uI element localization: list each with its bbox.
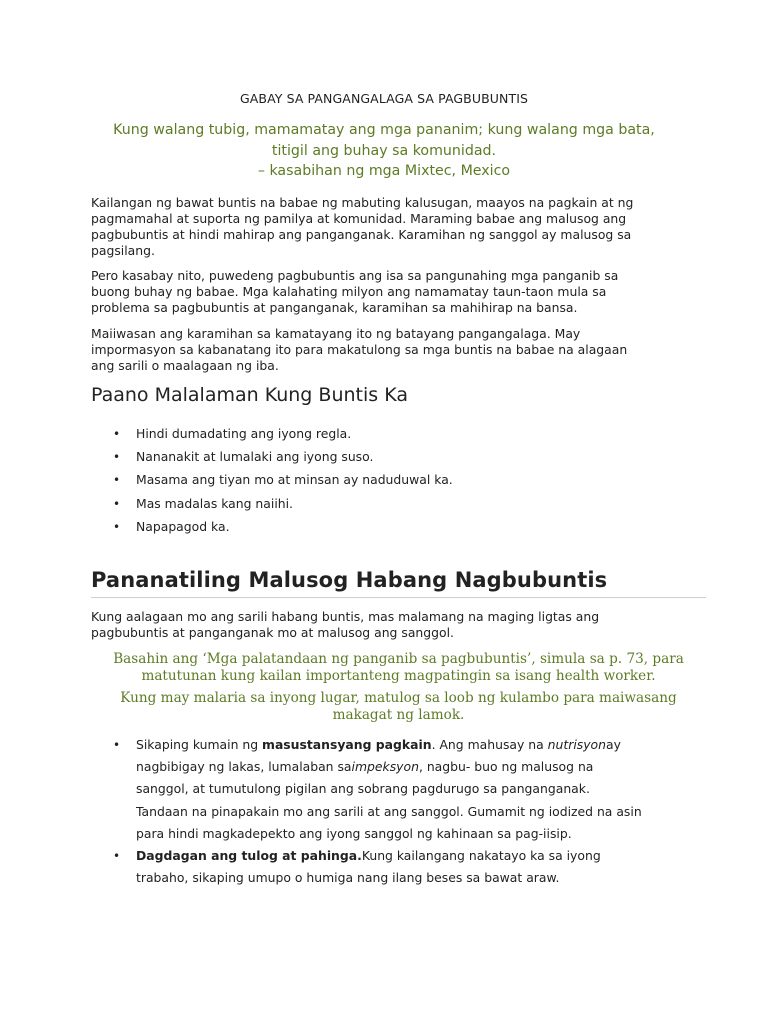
document-title: GABAY SA PANGANGALAGA SA PAGBUBUNTIS (239, 91, 529, 106)
health-tips-list (91, 734, 711, 889)
section-heading: Paano Malalaman Kung Buntis Ka (91, 384, 408, 406)
epigraph-quote (60, 120, 708, 182)
section2-intro: Kung aalagaan mo ang sarili habang buntis, mas malamang na maging ligtas ang pagbubuntis at panganganak mo at malusog ang sanggol. (91, 609, 600, 640)
list-item: • Hindi dumadating ang iyong regla. (113, 426, 352, 441)
bullet-icon: • (113, 849, 121, 864)
bullet-icon: • (113, 427, 121, 441)
list-item: • Nananakit at lumalaki ang iyong suso. (113, 449, 374, 465)
quote-line: Kung walang tubig, mamamatay ang mga pananim; kung walang mga bata, (113, 122, 655, 138)
quote-attribution: – kasabihan ng mga Mixtec, Mexico (257, 163, 511, 179)
section-heading-main: Pananatiling Malusog Habang Nagbubuntis (91, 568, 608, 592)
intro-paragraph-3: Maiiwasan ang karamihan sa kamatayang ito ng batayang pangangalaga. May impormasyon sa kabanatang ito para makatulong sa mga buntis na babae na alagaan ang sarili o maalagaan ng iba. (91, 326, 628, 373)
pregnancy-signs-list (91, 426, 453, 542)
intro-paragraph-2: Pero kasabay nito, puwedeng pagbubuntis ang isa sa pangunahing mga panganib sa buong buhay ng babae. Mga kalahating milyon ang namamatay taun-taon mula sa problema sa pagbubuntis at panganganak, karamihan sa mahihirap na bansa. (91, 268, 619, 315)
note-danger-signs: Basahin ang ‘Mga palatandaan ng panganib sa pagbubuntis’, simula sa p. 73, para matutunan kung kailan importanteng magpatingin sa isang health worker. (113, 651, 684, 684)
quote-line: titigil ang buhay sa komunidad. (271, 142, 497, 159)
list-item: • Napapagod ka. (113, 518, 230, 534)
bullet-icon: • (113, 450, 121, 465)
list-item: • Mas madalas kang naiihi. (113, 495, 294, 511)
bullet-icon: • (113, 519, 121, 534)
list-item: • Masama ang tiyan mo at minsan ay naduduwal ka. (113, 472, 453, 488)
note-malaria: Kung may malaria sa inyong lugar, matulog sa loob ng kulambo para maiwasang makagat ng lamok. (120, 690, 677, 723)
list-item: • Dagdagan ang tulog at pahinga.Kung kailangang nakatayo ka sa iyong trabaho, sikaping umupo o humiga nang ilang beses sa bawat araw. (91, 845, 711, 889)
list-item: • Sikaping kumain ng masustansyang pagkain. Ang mahusay na nutrisyonay nagbibigay ng lakas, lumalaban saimpeksyon, nagbu- buo ng malusog na sanggol, at tumutulong pigilan ang sobrang pagdurugo sa panganganak. Tandaan na pinapakain mo ang sarili at ang sanggol. Gumamit ng iodized na asin para hindi magkadepekto ang iyong sanggol ng kahinaan sa pag-iisip. (91, 734, 711, 845)
bullet-icon: • (113, 496, 121, 511)
intro-paragraph-1: Kailangan ng bawat buntis na babae ng mabuting kalusugan, maayos na pagkain at ng pagmamahal at suporta ng pamilya at komunidad. Maraming babae ang malusog ang pagbubuntis at hindi mahirap ang panganganak. Karamihan ng sanggol ay malusog sa pagsilang. (91, 195, 634, 258)
heading-divider (91, 597, 706, 598)
bullet-icon: • (113, 738, 121, 752)
bullet-icon: • (113, 473, 121, 488)
